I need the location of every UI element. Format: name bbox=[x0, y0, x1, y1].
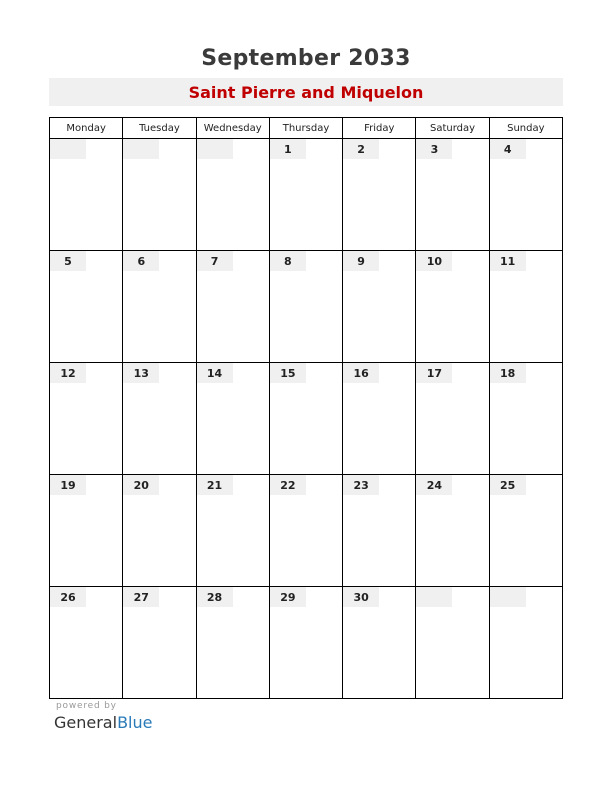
day-cell[interactable] bbox=[196, 251, 269, 363]
day-number: 23 bbox=[353, 479, 369, 492]
day-number-badge bbox=[270, 475, 306, 495]
day-number: 9 bbox=[357, 255, 365, 268]
weekday-header: Saturday bbox=[416, 118, 489, 139]
weekday-header: Tuesday bbox=[123, 118, 196, 139]
day-number: 29 bbox=[280, 591, 296, 604]
day-number-badge bbox=[270, 363, 306, 383]
day-number-badge bbox=[123, 587, 159, 607]
generalblue-logo[interactable] bbox=[54, 713, 152, 732]
calendar-grid bbox=[49, 117, 563, 697]
day-cell[interactable] bbox=[123, 251, 196, 363]
day-number: 2 bbox=[357, 143, 365, 156]
day-number-badge bbox=[50, 587, 86, 607]
day-number: 4 bbox=[503, 143, 512, 156]
day-number-badge bbox=[343, 139, 379, 159]
powered-by-label: powered by bbox=[56, 701, 117, 711]
day-number-badge bbox=[270, 251, 306, 271]
day-cell[interactable] bbox=[489, 587, 562, 699]
day-number: 7 bbox=[210, 255, 219, 268]
day-number: 8 bbox=[284, 255, 292, 268]
day-number-badge bbox=[123, 363, 159, 383]
day-number: 24 bbox=[426, 479, 443, 492]
day-number: 1 bbox=[284, 143, 292, 156]
day-number-badge bbox=[490, 251, 526, 271]
day-cell[interactable] bbox=[343, 475, 416, 587]
day-number-badge bbox=[490, 587, 526, 607]
day-number-badge bbox=[197, 587, 233, 607]
day-number-badge bbox=[416, 363, 452, 383]
day-number: 21 bbox=[206, 479, 223, 492]
week-row bbox=[50, 475, 563, 587]
day-number: 27 bbox=[133, 591, 149, 604]
weekday-header-row bbox=[50, 118, 563, 139]
day-cell[interactable] bbox=[123, 139, 196, 251]
day-number-badge bbox=[197, 363, 233, 383]
day-number-badge bbox=[416, 587, 452, 607]
day-number: 30 bbox=[353, 591, 369, 604]
day-cell[interactable] bbox=[269, 363, 342, 475]
day-number-badge bbox=[270, 139, 306, 159]
day-number: 13 bbox=[133, 367, 149, 380]
calendar-table bbox=[49, 117, 563, 699]
day-number-badge bbox=[197, 251, 233, 271]
day-number-badge bbox=[343, 251, 379, 271]
region-banner bbox=[49, 78, 563, 106]
day-cell[interactable] bbox=[343, 251, 416, 363]
weekday-header: Friday bbox=[343, 118, 416, 139]
day-cell[interactable] bbox=[343, 139, 416, 251]
day-cell[interactable] bbox=[269, 475, 342, 587]
day-cell[interactable] bbox=[269, 251, 342, 363]
day-number: 26 bbox=[60, 591, 76, 604]
day-number-badge bbox=[197, 475, 233, 495]
region-name: Saint Pierre and Miquelon bbox=[188, 83, 424, 102]
week-row bbox=[50, 251, 563, 363]
day-cell[interactable] bbox=[416, 363, 489, 475]
day-number: 25 bbox=[500, 479, 516, 492]
day-number: 12 bbox=[60, 367, 76, 380]
day-number: 6 bbox=[137, 255, 146, 268]
week-row bbox=[50, 363, 563, 475]
day-cell[interactable] bbox=[416, 475, 489, 587]
day-cell[interactable] bbox=[489, 139, 562, 251]
day-cell[interactable] bbox=[50, 363, 123, 475]
day-number-badge bbox=[123, 475, 159, 495]
day-number-badge bbox=[50, 139, 86, 159]
weekday-header: Monday bbox=[50, 118, 123, 139]
day-number-badge bbox=[490, 475, 526, 495]
calendar-title: September 2033 bbox=[201, 46, 411, 71]
day-number-badge bbox=[416, 251, 452, 271]
day-cell[interactable] bbox=[416, 139, 489, 251]
day-number: 22 bbox=[280, 479, 296, 492]
day-cell[interactable] bbox=[343, 587, 416, 699]
day-number-badge bbox=[270, 587, 306, 607]
day-number-badge bbox=[490, 139, 526, 159]
day-number-badge bbox=[416, 139, 452, 159]
day-number: 20 bbox=[133, 479, 149, 492]
day-cell[interactable] bbox=[196, 139, 269, 251]
day-number-badge bbox=[123, 251, 159, 271]
day-cell[interactable] bbox=[196, 363, 269, 475]
day-number-badge bbox=[123, 139, 159, 159]
day-number-badge bbox=[490, 363, 526, 383]
day-number: 15 bbox=[280, 367, 296, 380]
day-number: 28 bbox=[206, 591, 223, 604]
week-row bbox=[50, 139, 563, 251]
day-cell[interactable] bbox=[489, 251, 562, 363]
brand-general: General bbox=[54, 713, 118, 732]
day-number: 10 bbox=[426, 255, 443, 268]
day-cell[interactable] bbox=[50, 587, 123, 699]
day-number: 5 bbox=[64, 255, 72, 268]
day-cell[interactable] bbox=[489, 475, 562, 587]
day-cell[interactable] bbox=[489, 363, 562, 475]
day-number-badge bbox=[50, 251, 86, 271]
day-cell[interactable] bbox=[123, 363, 196, 475]
day-number: 19 bbox=[60, 479, 76, 492]
day-number: 11 bbox=[500, 255, 516, 268]
day-number: 3 bbox=[430, 143, 439, 156]
day-number-badge bbox=[50, 475, 86, 495]
day-cell[interactable] bbox=[269, 587, 342, 699]
day-number-badge bbox=[197, 139, 233, 159]
day-number: 18 bbox=[500, 367, 516, 380]
day-cell[interactable] bbox=[50, 139, 123, 251]
week-row bbox=[50, 587, 563, 699]
day-number: 17 bbox=[426, 367, 443, 380]
day-cell[interactable] bbox=[50, 251, 123, 363]
day-cell[interactable] bbox=[196, 475, 269, 587]
day-cell[interactable] bbox=[123, 475, 196, 587]
day-number-badge bbox=[343, 363, 379, 383]
day-number-badge bbox=[343, 587, 379, 607]
day-number-badge bbox=[416, 475, 452, 495]
day-number: 14 bbox=[206, 367, 223, 380]
day-number-badge bbox=[343, 475, 379, 495]
day-number-badge bbox=[50, 363, 86, 383]
day-cell[interactable] bbox=[416, 587, 489, 699]
weekday-header: Sunday bbox=[489, 118, 562, 139]
day-cell[interactable] bbox=[269, 139, 342, 251]
day-cell[interactable] bbox=[416, 251, 489, 363]
day-number: 16 bbox=[353, 367, 369, 380]
weekday-header: Thursday bbox=[269, 118, 342, 139]
day-cell[interactable] bbox=[50, 475, 123, 587]
day-cell[interactable] bbox=[343, 363, 416, 475]
day-cell[interactable] bbox=[123, 587, 196, 699]
weekday-header: Wednesday bbox=[196, 118, 269, 139]
brand-blue: Blue bbox=[117, 713, 153, 732]
day-cell[interactable] bbox=[196, 587, 269, 699]
